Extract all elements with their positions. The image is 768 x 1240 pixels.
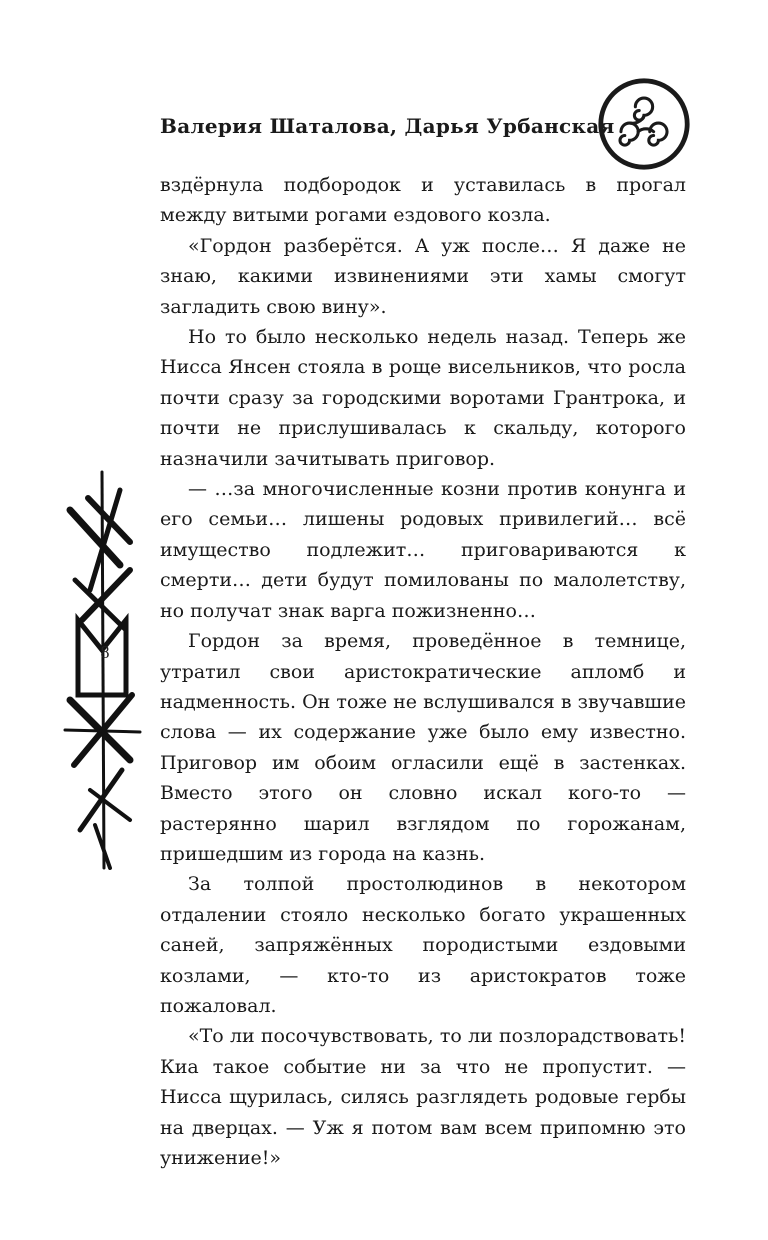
runic-ornament-icon: [60, 470, 150, 870]
paragraph-7: «То ли посочувствовать, то ли позлорадствовать! Киа такое событие ни за что не пропустит. — Нисса щурилась, силясь разглядеть родовые гербы на дверцах. — Уж я потом вам всем припомню это унижение!»: [160, 1025, 686, 1169]
running-header-title: Валерия Шаталова, Дарья Урбанская: [160, 114, 615, 138]
body-text: [160, 170, 686, 1173]
paragraph-5: Гордон за время, проведённое в темнице, утратил свои аристократические апломб и надменность. Он тоже не вслушивался в звучавшие слова — их содержание уже было ему известно. Приговор им обоим огласили ещё в застенках. Вместо этого он словно искал кого-то — растерянно шарил взглядом по горожанам, пришедшим из города на казнь.: [160, 630, 686, 865]
page-number: 8: [100, 642, 110, 662]
paragraph-4: — …за многочисленные козни против конунга и его семьи… лишены родовых привилегий… всё имущество подлежит… приговариваются к смерти… дети будут помилованы по малолетству, но получат знак варга пожизненно…: [160, 478, 686, 622]
paragraph-1: вздёрнула подбородок и уставилась в прогал между витыми рогами ездового козла.: [160, 174, 686, 227]
paragraph-2: «Гордон разберётся. А уж после… Я даже не знаю, какими извинениями эти хамы смогут загладить свою вину».: [160, 234, 686, 318]
triskelion-icon: [596, 76, 692, 172]
paragraph-6: За толпой простолюдинов в некотором отдалении стояло несколько богато украшенных саней, запряжённых породистыми ездовыми козлами, — кто-то из аристократов тоже пожаловал.: [160, 873, 686, 1017]
paragraph-3: Но то было несколько недель назад. Теперь же Нисса Янсен стояла в роще висельников, что росла почти сразу за городскими воротами Грантрока, и почти не прислушивалась к скальду, которого назначили зачитывать приговор.: [160, 326, 686, 470]
